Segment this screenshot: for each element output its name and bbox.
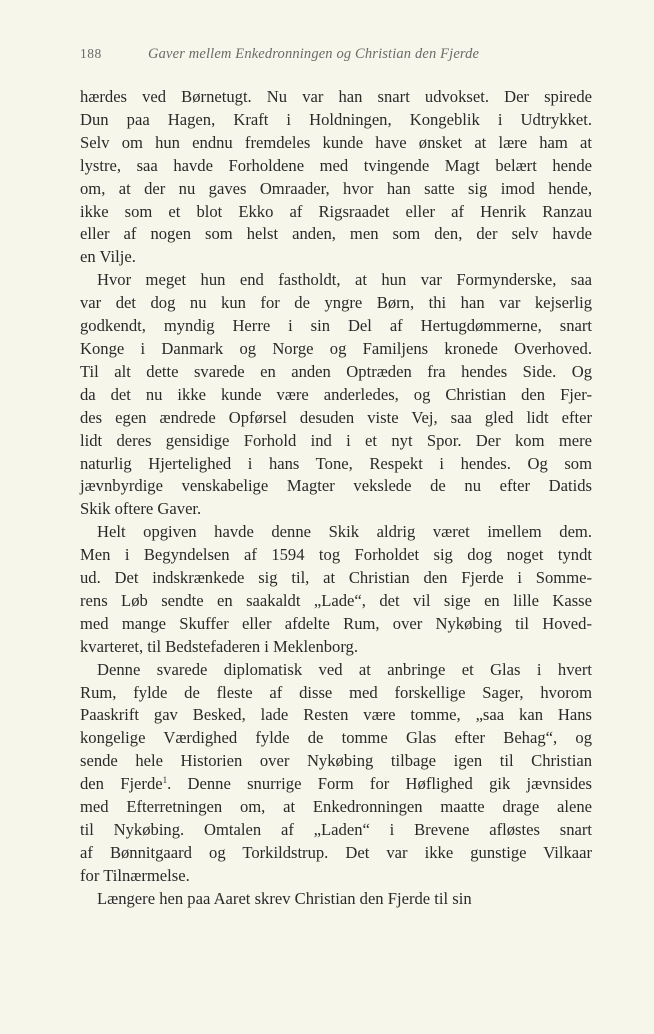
text-line: Til alt dette svarede en anden Optræden fra hendes Side. Og xyxy=(80,361,592,381)
text-line: hærdes ved Børnetugt. Nu var han snart udvokset. Der spirede xyxy=(80,87,592,106)
text-line: Men i Begyndelsen af 1594 tog Forholdet sig dog noget tyndt xyxy=(80,545,592,565)
text-line: lystre, saa havde Forholdene med tvingende Magt belært hende xyxy=(80,155,592,175)
text-line: kvarteret, til Bedstefaderen i Meklenborg. xyxy=(80,636,359,656)
text-line: Konge i Danmark og Norge og Familjens kronede Overhoved. xyxy=(80,338,592,358)
text-line: Hvor meget hun end fastholdt, at hun var Formynderske, saa xyxy=(97,270,592,290)
text-line: ikke som et blot Ekko af Rigsraadet eller af Henrik Ranzau xyxy=(80,201,592,221)
paragraph xyxy=(80,86,592,269)
text-line: for Tilnærmelse. xyxy=(80,865,190,885)
text-line: om, at der nu gaves Omraader, hvor han satte sig imod hende, xyxy=(80,178,592,198)
paragraph xyxy=(80,659,592,888)
text-line: Denne svarede diplomatisk ved at anbringe et Glas i hvert xyxy=(97,659,592,679)
text-line: med mange Skuffer eller afdelte Rum, over Nykøbing til Hoved- xyxy=(80,613,592,633)
text-line: en Vilje. xyxy=(80,247,136,267)
running-head xyxy=(80,46,592,72)
text-line: Længere hen paa Aaret skrev Christian den Fjerde til sin xyxy=(97,888,472,908)
paragraph xyxy=(80,521,592,658)
text-line: da det nu ikke kunde være anderledes, og Christian den Fjer- xyxy=(80,384,592,404)
text-line: med Efterretningen om, at Enkedronningen maatte drage alene xyxy=(80,797,592,817)
text-line: Helt opgiven havde denne Skik aldrig været imellem dem. xyxy=(97,522,592,542)
book-page xyxy=(80,46,592,911)
running-title: Gaver mellem Enkedronningen og Christian den Fjerde xyxy=(148,46,480,62)
text-line: af Bønnitgaard og Torkildstrup. Det var ikke gunstige Vilkaar xyxy=(80,842,592,862)
text-line: jævnbyrdige venskabelige Magter vekslede de nu efter Datids xyxy=(80,476,592,496)
text-line: des egen ændrede Opførsel desuden viste Vej, saa gled lidt efter xyxy=(80,407,592,427)
text-line: sende hele Historien over Nykøbing tilbage igen til Christian xyxy=(80,751,592,771)
text-line: eller af nogen som helst anden, men som den, der selv havde xyxy=(80,224,592,244)
paragraph xyxy=(80,269,592,521)
text-line: ud. Det indskrænkede sig til, at Christian den Fjerde i Somme- xyxy=(80,568,592,588)
text-line: godkendt, myndig Herre i sin Del af Hertugdømmerne, snart xyxy=(80,316,592,336)
text-line: Dun paa Hagen, Kraft i Holdningen, Kongeblik i Udtrykket. xyxy=(80,109,592,129)
text-line: Rum, fylde de fleste af disse med forskellige Sager, hvorom xyxy=(80,682,592,702)
text-line: Paaskrift gav Besked, lade Resten være tomme, „saa kan Hans xyxy=(80,705,592,725)
text-line: rens Løb sendte en saakaldt „Lade“, det vil sige en lille Kasse xyxy=(80,590,592,610)
paragraph xyxy=(80,888,592,911)
text-line: Selv om hun endnu fremdeles kunde have ønsket at lære ham at xyxy=(80,132,592,152)
body-text xyxy=(80,86,592,911)
footnote-marker: 1 xyxy=(162,775,168,786)
text-line: den Fjerde$^1$. Denne snurrige Form for Høflighed gik jævnsides xyxy=(80,774,592,794)
text-line: kongelige Værdighed fylde de tomme Glas efter Behag“, og xyxy=(80,728,592,748)
text-line: til Nykøbing. Omtalen af „Laden“ i Brevene afløstes snart xyxy=(80,820,592,839)
page-number: 188 xyxy=(80,46,102,61)
text-line: Skik oftere Gaver. xyxy=(80,499,202,519)
text-line: var det dog nu kun for de yngre Børn, thi han var kejserlig xyxy=(80,293,592,313)
text-line: lidt deres gensidige Forhold ind i et nyt Spor. Der kom mere xyxy=(80,430,592,450)
text-line: naturlig Hjertelighed i hans Tone, Respekt i hendes. Og som xyxy=(80,453,592,473)
